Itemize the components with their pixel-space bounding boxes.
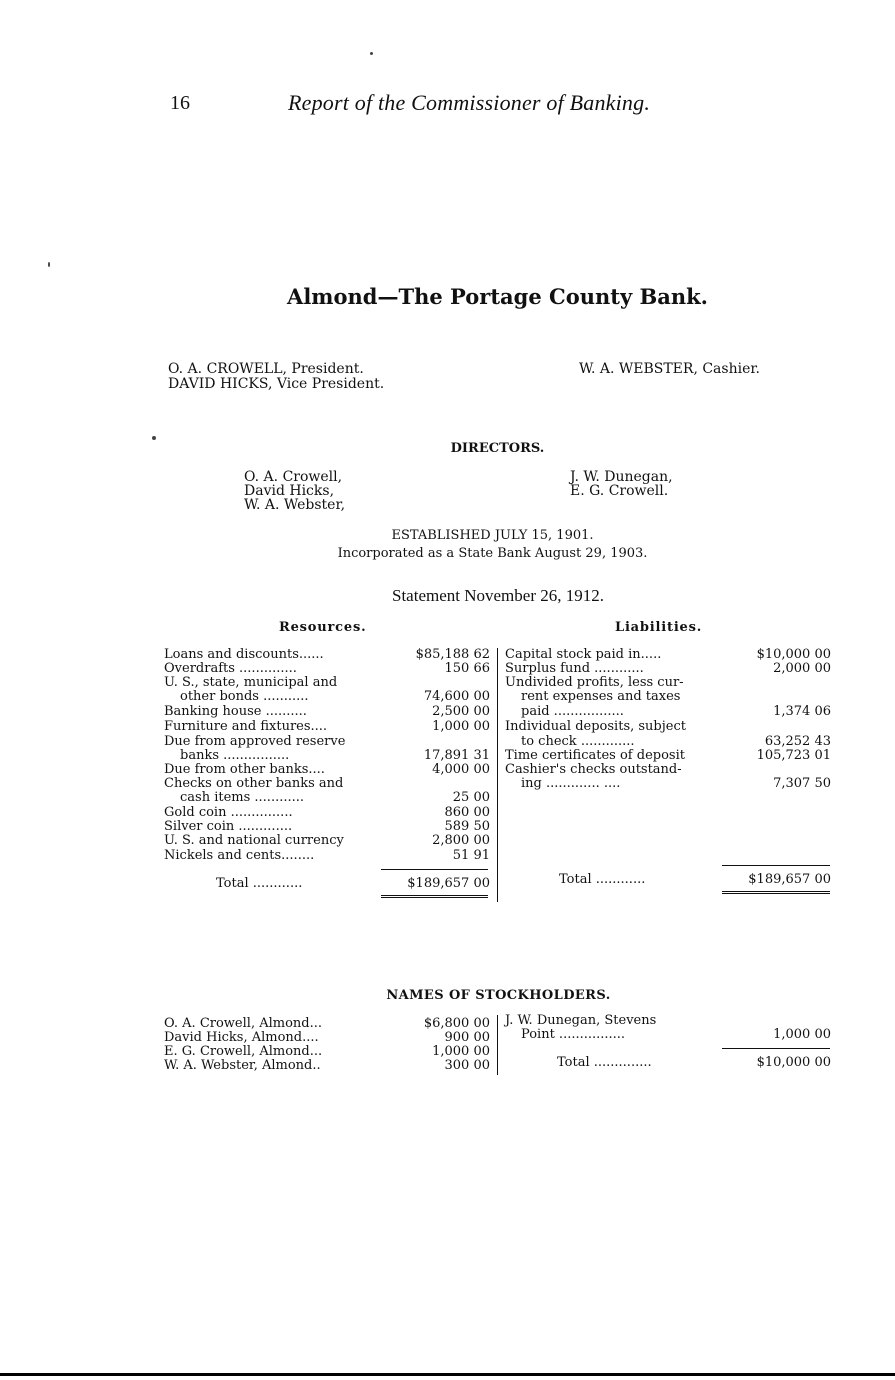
resources-total-double-rule [381,895,488,898]
director-name: W. A. Webster, [244,497,346,513]
page-number: 16 [170,92,190,114]
established-date: ESTABLISHED JULY 15, 1901. [391,528,594,543]
incorporation-date: Incorporated as a State Bank August 29, 1903. [337,546,648,561]
scan-speck [152,436,156,440]
director-name: David Hicks, [244,483,335,499]
resources-sum-rule [381,869,488,870]
scan-speck [370,52,373,55]
liabilities-total-double-rule [722,891,830,894]
liabilities-sum-rule [722,865,830,866]
stockholders-heading: NAMES OF STOCKHOLDERS. [386,988,611,1003]
statement-heading: Statement November 26, 1912. [392,586,604,605]
running-title: Report of the Commissioner of Banking. [288,90,651,115]
officer-president: O. A. CROWELL, President. [168,361,364,377]
officer-cashier: W. A. WEBSTER, Cashier. [579,361,760,377]
director-name: E. G. Crowell. [570,483,669,499]
stockholders-divider [497,1015,498,1075]
bank-title: Almond—The Portage County Bank. [287,284,708,309]
column-divider [497,648,498,902]
director-name: J. W. Dunegan, [570,469,673,485]
liabilities-heading: Liabilities. [615,620,703,635]
officer-vice-president: DAVID HICKS, Vice President. [168,376,385,392]
stockholders-sum-rule [722,1048,830,1049]
directors-heading: DIRECTORS. [450,441,545,456]
page-bottom-edge [0,1373,895,1376]
scan-speck [48,262,50,267]
resources-heading: Resources. [279,620,367,635]
director-name: O. A. Crowell, [244,469,343,485]
